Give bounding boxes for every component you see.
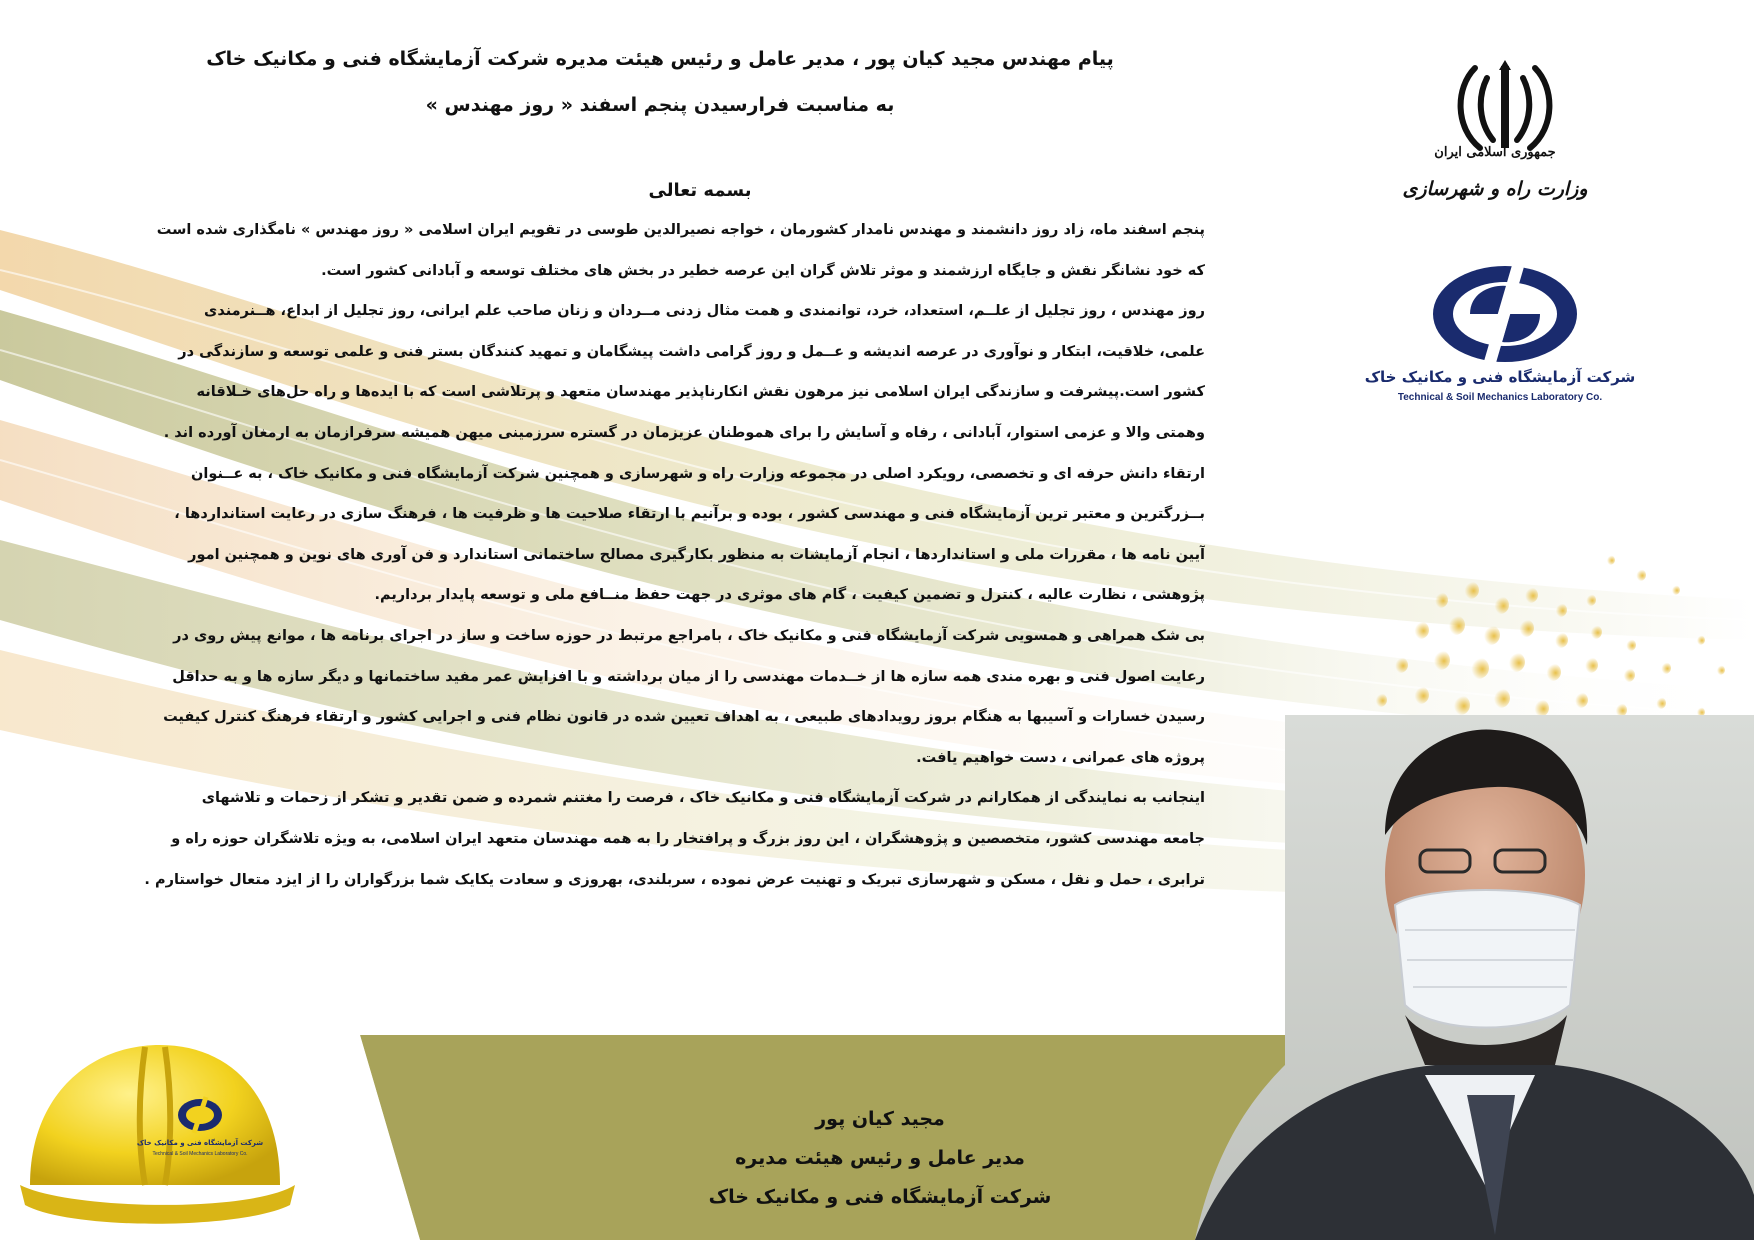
message-body: [115, 210, 1205, 900]
heading-line-1: پیام مهندس مجید کیان پور ، مدیر عامل و رئیس هیئت مدیره شرکت آزمایشگاه فنی و مکانیک خاک: [206, 48, 1114, 70]
body-line: علمی، خلاقیت، ابتکار و نوآوری در عرصه اندیشه و عــمل و روز گرامی داشت پیشگامان و تمهید کنندگان بستر فنی و علمی توسعه و سازندگی در: [178, 343, 1205, 360]
government-name: جمهوری اسلامی ایران: [1434, 145, 1556, 160]
helmet-company-fa: شرکت آزمایشگاه فنی و مکانیک خاک: [136, 1139, 264, 1147]
body-line: کشور است.پیشرفت و سازندگی ایران اسلامی نیز مرهون نقش انکارناپذیر مهندسان متعهد و پرتلاشی است که با ایده‌ها و راه حل‌های خـلاقانه: [196, 384, 1205, 401]
company-name-english: Technical & Soil Mechanics Laboratory Co.: [1397, 392, 1603, 403]
body-line: آیین نامه ها ، مقررات ملی و استانداردها ، انجام آزمایشات به منظور بکارگیری مصالح ساختمانی استاندارد و فن آوری های نوین و همچنین امور: [188, 546, 1205, 563]
body-line: پژوهشی ، نظارت عالیه ، کنترل و تضمین کیفیت ، گام های موثری در جهت حفظ منــافع ملی و توسعه پایدار برداریم.: [374, 587, 1205, 604]
body-line: پنجم اسفند ماه، زاد روز دانشمند و مهندس نامدار کشورمان ، خواجه نصیرالدین طوسی در تقویم ایران اسلامی « روز مهندس » نامگذاری شده است: [156, 222, 1205, 238]
signatory-name: مجید کیان پور: [815, 1108, 945, 1130]
body-line: روز مهندس ، روز تجلیل از علــم، استعداد، خرد، توانمندی و همت مثال زدنی مــردان و زنان صاحب علم ایرانی، روز تجلیل از ابداع، هــنرمندی: [204, 303, 1205, 320]
body-line: پروژه های عمرانی ، دست خواهیم یافت.: [916, 749, 1205, 766]
body-line: که خود نشانگر نقش و جایگاه ارزشمند و موثر تلاش گران این عرصه خطیر در بخش های مختلف توسعه و آبادانی کشور است.: [321, 262, 1205, 279]
iran-emblem-icon: [1445, 58, 1565, 158]
ministry-name: وزارت راه و شهرسازی: [1402, 178, 1588, 200]
portrait-photo: [1195, 715, 1754, 1240]
company-name-persian: شرکت آزمایشگاه فنی و مکانیک خاک: [1364, 368, 1636, 386]
body-line: ترابری ، حمل و نقل ، مسکن و شهرسازی تبریک و تهنیت عرض نموده ، سربلندی، بهروزی و سعادت یکایک شما بزرگواران را از ایزد متعال خواستارم .: [144, 871, 1205, 888]
signatory-title: مدیر عامل و رئیس هیئت مدیره: [735, 1147, 1025, 1169]
body-line: وهمتی والا و عزمی استوار، آبادانی ، رفاه و آسایش را برای هموطنان عزیزمان در گستره سرزمینی میهن همیشه سرفرازمان به ارمغان آورده اند .: [163, 424, 1205, 441]
body-line: رعایت اصول فنی و بهره مندی همه سازه ها از خــدمات مهندسی را از میان برداشته و با افزایش عمر مفید ساختمانها و دیگر سازه ها و به حداقل: [172, 668, 1205, 685]
signatory-company: شرکت آزمایشگاه فنی و مکانیک خاک: [708, 1186, 1052, 1208]
heading-line-2: به مناسبت فرارسیدن پنجم اسفند « روز مهندس »: [425, 94, 895, 116]
company-logo-icon: [1430, 262, 1580, 367]
body-line: بــزرگترین و معتبر ترین آزمایشگاه فنی و مهندسی کشور ، بوده و برآنیم با ارتقاء صلاحیت ها و ظرفیت ها ، فرهنگ سازی در رعایت استانداردها ،: [174, 506, 1205, 523]
message-heading: [120, 36, 1200, 128]
body-line: ارتقاء دانش حرفه ای و تخصصی، رویکرد اصلی در مجموعه وزارت راه و شهرسازی و همچنین شرکت آزمایشگاه فنی و مکانیک خاک ، به عــنوان: [191, 465, 1205, 482]
body-line: بی شک همراهی و همسویی شرکت آزمایشگاه فنی و مکانیک خاک ، بامراجع مرتبط در حوزه ساخت و ساز در اجرای برنامه ها ، موانع پیش روی در: [173, 627, 1205, 644]
signature-block: [560, 1100, 1200, 1217]
bismillah: بسمه تعالی: [648, 180, 752, 201]
helmet-company-en: Technical & Soil Mechanics Laboratory Co.: [152, 1151, 248, 1157]
body-line: رسیدن خسارات و آسیبها به هنگام بروز رویدادهای طبیعی ، به اهداف تعیین شده در قانون نظام فنی و اجرایی کشور و ارتقاء فرهنگ کنترل کیفیت: [163, 709, 1205, 726]
body-line: جامعه مهندسی کشور، متخصصین و پژوهشگران ، این روز بزرگ و پرافتخار را به همه مهندسان متعهد ایران اسلامی، به ویژه تلاشگران حوزه راه و: [171, 830, 1205, 847]
hard-hat-icon: [10, 1035, 300, 1235]
body-line: اینجانب به نمایندگی از همکارانم در شرکت آزمایشگاه فنی و مکانیک خاک ، فرصت را مغتنم شمرده و ضمن تقدیر و تشکر از زحمات و تلاشهای: [201, 790, 1205, 807]
